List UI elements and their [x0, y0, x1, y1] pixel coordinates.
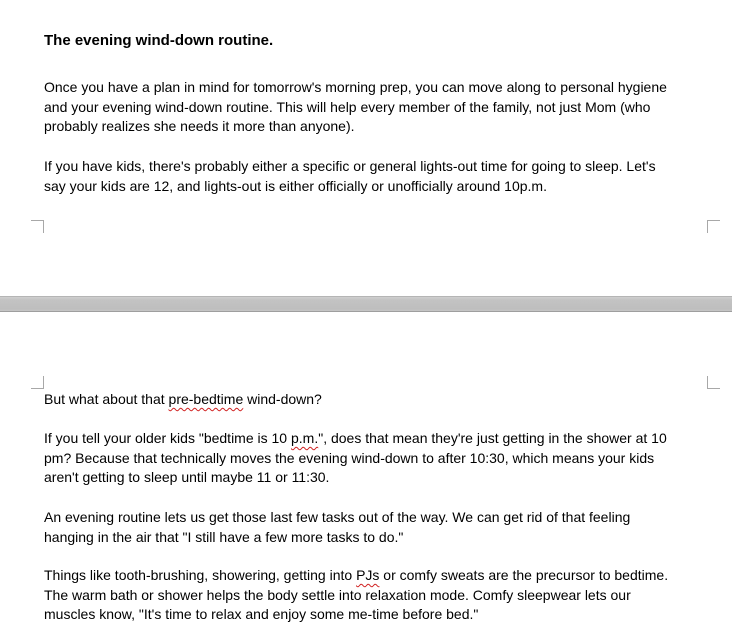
margin-corner-mark-top-right: [707, 376, 720, 389]
text-line: Once you have a plan in mind for tomorrow's morning prep, you can move along to personal hygiene: [44, 79, 667, 95]
spelling-error-word[interactable]: p.m.: [290, 430, 319, 446]
paragraph: [44, 508, 724, 547]
paragraph: [44, 390, 724, 410]
paragraph: [44, 429, 724, 488]
margin-corner-mark-top-left: [31, 376, 44, 389]
document-page-2[interactable]: [0, 312, 732, 629]
page-break-gap: [0, 296, 732, 312]
text-line: probably realizes she needs it more than anyone).: [44, 118, 355, 134]
text-line: An evening routine lets us get those last few tasks out of the way. We can get rid of that feeling: [44, 509, 631, 525]
section-heading: The evening wind-down routine.: [44, 32, 274, 49]
text-line: The warm bath or shower helps the body settle into relaxation mode. Comfy sleepwear lets our: [44, 586, 631, 603]
text-line: pm? Because that technically moves the evening wind-down to after 10:30, which means your kids: [44, 449, 655, 466]
spelling-error-word[interactable]: pre-bedtime: [168, 391, 244, 407]
margin-corner-mark-bottom-right: [707, 220, 720, 233]
text-line: muscles know, "It's time to relax and enjoy some me-time before bed.": [44, 606, 479, 622]
margin-corner-mark-bottom-left: [31, 220, 44, 233]
paragraph: [44, 157, 724, 196]
text-line: If you tell your older kids "bedtime is 10 p.m.", does that mean they're just getting in the shower at 10: [44, 430, 667, 446]
paragraph: [44, 566, 724, 625]
text-line: and your evening wind-down routine. This will help every member of the family, not just Mom (who: [44, 98, 651, 115]
text-line: say your kids are 12, and lights-out is either officially or unofficially around 10p.m.: [44, 177, 547, 194]
document-page-1[interactable]: [0, 0, 732, 296]
paragraph: [44, 78, 724, 137]
text-line: If you have kids, there's probably either a specific or general lights-out time for going to sleep. Let's: [44, 158, 656, 174]
text-line: aren't getting to sleep until maybe 11 or 11:30.: [44, 469, 330, 485]
spelling-error-word[interactable]: PJs: [356, 567, 380, 583]
text-line: hanging in the air that "I still have a few more tasks to do.": [44, 528, 404, 545]
text-line: Things like tooth-brushing, showering, getting into PJs or comfy sweats are the precursor to bedtime.: [44, 567, 669, 583]
text-line: But what about that pre-bedtime wind-down?: [44, 391, 322, 407]
